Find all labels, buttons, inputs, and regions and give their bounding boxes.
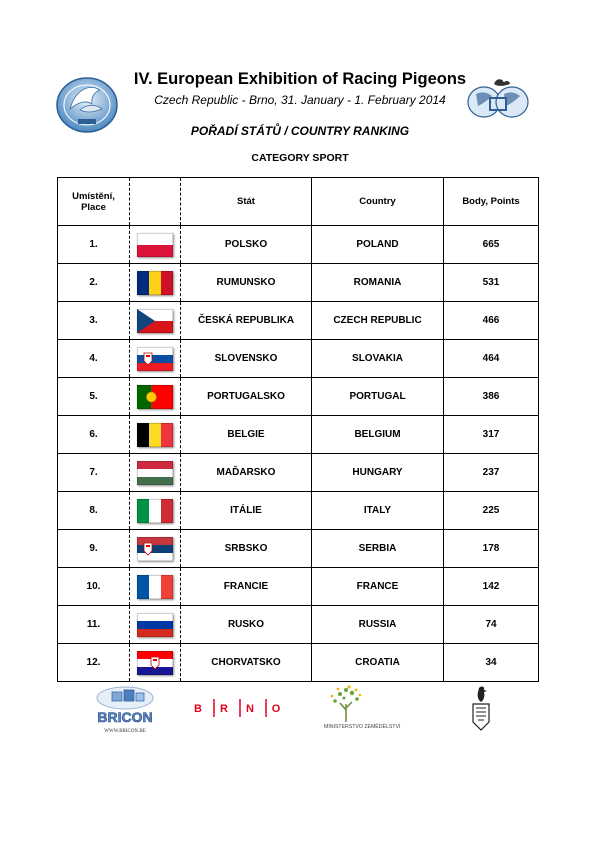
flag-romania-icon [137,271,173,295]
country-cell: CZECH REPUBLIC [312,302,444,340]
flag-slovakia-icon [137,347,173,371]
country-cell: BELGIUM [312,416,444,454]
flag-russia-icon [137,613,173,637]
place-cell: 3. [58,302,130,340]
stat-cell: RUSKO [181,606,312,644]
table-row [58,416,539,454]
points-cell: 74 [444,606,539,644]
stat-cell: SLOVENSKO [181,340,312,378]
ministry-logo [322,684,402,732]
points-cell: 466 [444,302,539,340]
category-label: CATEGORY SPORT [251,152,349,164]
place-cell: 10. [58,568,130,606]
stat-cell: PORTUGALSKO [181,378,312,416]
flag-cell [130,644,181,682]
flag-cell [130,264,181,302]
flag-czech-republic-icon [137,309,173,333]
place-cell: 9. [58,530,130,568]
country-cell: CROATIA [312,644,444,682]
column-header-flag [130,178,181,226]
points-cell: 665 [444,226,539,264]
ministry-name: MINISTERSTVO ZEMĚDĚLSTVÍ [324,724,401,730]
points-cell: 386 [444,378,539,416]
flag-cell [130,454,181,492]
flag-cell [130,302,181,340]
place-cell: 6. [58,416,130,454]
flag-poland-icon [137,233,173,257]
table-row [58,530,539,568]
stat-cell: POLSKO [181,226,312,264]
stat-cell: RUMUNSKO [181,264,312,302]
pigeon-emblem-icon [470,684,492,734]
flag-france-icon [137,575,173,599]
points-cell: 178 [444,530,539,568]
column-header-country: Country [312,178,444,226]
table-row [58,568,539,606]
country-cell: RUSSIA [312,606,444,644]
stat-cell: FRANCIE [181,568,312,606]
bricon-logo [90,684,160,734]
flag-cell [130,226,181,264]
brno-letter: B [194,703,202,715]
country-cell: SERBIA [312,530,444,568]
place-cell: 8. [58,492,130,530]
country-cell: ITALY [312,492,444,530]
brno-logo [188,697,294,719]
flag-cell [130,568,181,606]
column-header-place: Umístění, Place [58,178,130,226]
place-cell: 11. [58,606,130,644]
place-cell: 12. [58,644,130,682]
points-cell: 464 [444,340,539,378]
flag-cell [130,340,181,378]
place-cell: 4. [58,340,130,378]
column-header-points: Body, Points [444,178,539,226]
table-row [58,644,539,682]
stat-cell: SRBSKO [181,530,312,568]
place-cell: 5. [58,378,130,416]
bricon-url: WWW.BRICON.BE [104,729,146,734]
flag-hungary-icon [137,461,173,485]
table-row [58,378,539,416]
flag-cell [130,416,181,454]
brno-letter: O [271,703,281,715]
country-cell: ROMANIA [312,264,444,302]
country-cell: PORTUGAL [312,378,444,416]
table-row [58,454,539,492]
ranking-title: POŘADÍ STÁTŮ / COUNTRY RANKING [190,124,410,138]
place-cell: 7. [58,454,130,492]
country-cell: POLAND [312,226,444,264]
table-row [58,340,539,378]
flag-croatia-icon [137,651,173,675]
table-row [58,226,539,264]
stat-cell: CHORVATSKO [181,644,312,682]
country-cell: FRANCE [312,568,444,606]
country-cell: HUNGARY [312,454,444,492]
stat-cell: ČESKÁ REPUBLIKA [181,302,312,340]
table-row [58,606,539,644]
points-cell: 531 [444,264,539,302]
table-row [58,302,539,340]
brno-letter: R [220,703,228,715]
flag-cell [130,492,181,530]
column-header-stat: Stát [181,178,312,226]
flag-cell [130,530,181,568]
flag-italy-icon [137,499,173,523]
points-cell: 142 [444,568,539,606]
table-row [58,264,539,302]
flag-cell [130,606,181,644]
page-title: IV. European Exhibition of Racing Pigeons [133,70,467,88]
flag-cell [130,378,181,416]
country-cell: SLOVAKIA [312,340,444,378]
points-cell: 317 [444,416,539,454]
ranking-table [57,177,539,682]
table-row [58,492,539,530]
points-cell: 225 [444,492,539,530]
place-cell: 1. [58,226,130,264]
place-cell: 2. [58,264,130,302]
points-cell: 34 [444,644,539,682]
table-header-row [58,178,539,226]
stat-cell: BELGIE [181,416,312,454]
points-cell: 237 [444,454,539,492]
page-subtitle: Czech Republic - Brno, 31. January - 1. February 2014 [154,93,446,107]
flag-belgium-icon [137,423,173,447]
flag-serbia-icon [137,537,173,561]
flag-portugal-icon [137,385,173,409]
brno-letter: N [246,703,254,715]
stat-cell: ITÁLIE [181,492,312,530]
bricon-wordmark: BRICON [97,709,153,725]
federation-logo [466,72,530,122]
stat-cell: MAĎARSKO [181,454,312,492]
